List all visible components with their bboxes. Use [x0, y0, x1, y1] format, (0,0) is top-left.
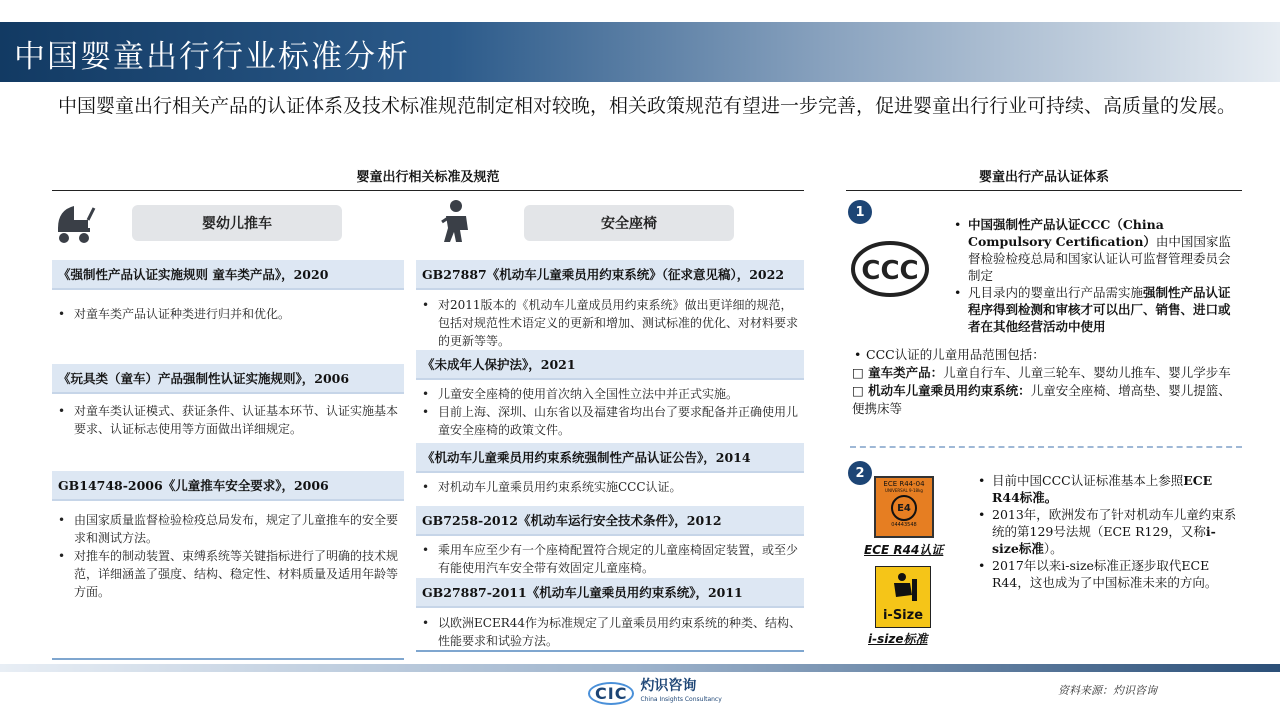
seat-standard-desc-1	[416, 296, 804, 350]
car-seat-child-icon	[888, 571, 920, 605]
list-item: • 对推车的制动装置、束缚系统等关键指标进行了明确的技术规范，详细涵盖了强度、结构、稳定性、材料质量及适用年龄等方面。	[52, 547, 402, 601]
list-item: • 对机动车儿童乘员用约束系统实施CCC认证。	[416, 478, 804, 496]
page-title: 中国婴童出行行业标准分析	[14, 39, 410, 75]
number-badge-2: 2	[848, 461, 872, 485]
cic-logo-cn: 灼识咨询	[640, 678, 697, 694]
seat-standard-desc-2	[416, 385, 804, 439]
list-item: • 2017年以来i-size标准正逐步取代ECE R44，这也成为了中国标准未来的方向。	[976, 557, 1242, 591]
category-stroller-pill: 婴幼儿推车	[132, 205, 342, 241]
isize-logo: i-Size	[875, 566, 931, 628]
cic-logo-mark: CIC	[588, 682, 634, 705]
car-seat-icon	[432, 198, 480, 246]
seat-standard-desc-5	[416, 614, 804, 650]
number-badge-1: 1	[848, 200, 872, 224]
list-item: • 目前中国CCC认证标准基本上参照ECE R44标准。	[976, 472, 1242, 506]
seat-standard-title-2: 《未成年人保护法》，2021	[416, 350, 804, 380]
list-item: • 目前上海、深圳、山东省以及福建省均出台了要求配备并正确使用儿童安全座椅的政策文件。	[416, 403, 804, 439]
category-seat-pill: 安全座椅	[524, 205, 734, 241]
scope-item-2: □ 机动车儿童乘员用约束系统：儿童安全座椅、增高垫、婴儿提篮、便携床等	[852, 383, 1231, 416]
list-item: • 乘用车应至少有一个座椅配置符合规定的儿童座椅固定装置，或至少有能使用汽车安全带有效固定儿童座椅。	[416, 541, 804, 577]
bottom-band	[0, 664, 1280, 672]
list-item: • 凡目录内的婴童出行产品需实施强制性产品认证程序得到检测和审核才可以出厂、销售、进口或者在其他经营活动中使用	[952, 284, 1242, 335]
ccc-logo	[850, 240, 930, 298]
right-heading-divider	[846, 190, 1242, 191]
list-item: • 儿童安全座椅的使用首次纳入全国性立法中并正式实施。	[416, 385, 804, 403]
scope-item-1: □ 童车类产品：儿童自行车、儿童三轮车、婴幼儿推车、婴儿学步车	[852, 365, 1231, 380]
seat-standard-desc-3	[416, 478, 804, 496]
stroller-standard-title-2: 《玩具类（童车）产品强制性认证实施规则》，2006	[52, 364, 404, 394]
list-item: • 2013年，欧洲发布了针对机动车儿童约束系统的第129号法规（ECE R129，又称i-size标准）。	[976, 506, 1242, 557]
seat-standard-title-1: GB27887《机动车儿童乘员用约束系统》（征求意见稿），2022	[416, 260, 804, 290]
intro-paragraph: 中国婴童出行相关产品的认证体系及技术标准规范制定相对较晚，相关政策规范有望进一步完善，促进婴童出行行业可持续、高质量的发展。	[58, 95, 1237, 117]
list-item: • 对童车类认证模式、获证条件、认证基本环节、认证实施基本要求、认证标志使用等方面做出详细规定。	[52, 402, 402, 438]
scope-intro: • CCC认证的儿童用品范围包括：	[854, 347, 1045, 362]
ccc-logo-text: CCC	[861, 256, 919, 286]
stroller-bottom-line	[52, 658, 404, 660]
left-section-heading: 婴童出行相关标准及规范	[356, 170, 500, 185]
source-note: 资料来源：灼识咨询	[1058, 684, 1157, 697]
seat-standard-title-4: GB7258-2012《机动车运行安全技术条件》，2012	[416, 506, 804, 536]
isize-caption: i-size标准	[868, 632, 928, 646]
list-item: • 以欧洲ECER44作为标准规定了儿童乘员用约束系统的种类、结构、性能要求和试验方法。	[416, 614, 804, 650]
ece-points	[976, 472, 1242, 591]
title-bar	[0, 22, 1280, 82]
seat-standard-desc-4	[416, 541, 804, 577]
ece-caption: ECE R44认证	[864, 543, 944, 557]
seat-standard-title-3: 《机动车儿童乘员用约束系统强制性产品认证公告》，2014	[416, 443, 804, 473]
ece-r44-logo: ECE R44-04 UNIVERSAL 9-18kg E4 04443548	[874, 476, 934, 538]
list-item: • 对2011版本的《机动车儿童成员用约束系统》做出更详细的规范，包括对规范性术语定义的更新和增加、测试标准的优化、对材料要求的更新等等。	[416, 296, 804, 350]
right-section-heading: 婴童出行产品认证体系	[978, 170, 1109, 185]
cic-logo-en: China Insights Consultancy	[640, 696, 722, 703]
seat-standard-title-5: GB27887-2011《机动车儿童乘员用约束系统》，2011	[416, 578, 804, 608]
stroller-icon	[52, 198, 100, 246]
seat-bottom-line	[416, 650, 804, 652]
list-item: • 由国家质量监督检验检疫总局发布，规定了儿童推车的安全要求和测试方法。	[52, 511, 402, 547]
right-dashed-divider	[850, 446, 1242, 448]
stroller-standard-title-1: 《强制性产品认证实施规则 童车类产品》，2020	[52, 260, 404, 290]
ccc-scope	[852, 346, 1242, 418]
left-heading-divider	[52, 190, 804, 191]
stroller-standard-desc-3	[52, 511, 402, 601]
stroller-standard-desc-1	[52, 305, 402, 323]
list-item: • 中国强制性产品认证CCC（China Compulsory Certification）由中国国家监督检验检疫总局和国家认证认可监督管理委员会制定	[952, 216, 1242, 284]
stroller-standard-title-3: GB14748-2006《儿童推车安全要求》，2006	[52, 471, 404, 501]
stroller-standard-desc-2	[52, 402, 402, 438]
ccc-points	[952, 216, 1242, 335]
list-item: • 对童车类产品认证种类进行归并和优化。	[52, 305, 402, 323]
footer-logo	[588, 680, 722, 706]
